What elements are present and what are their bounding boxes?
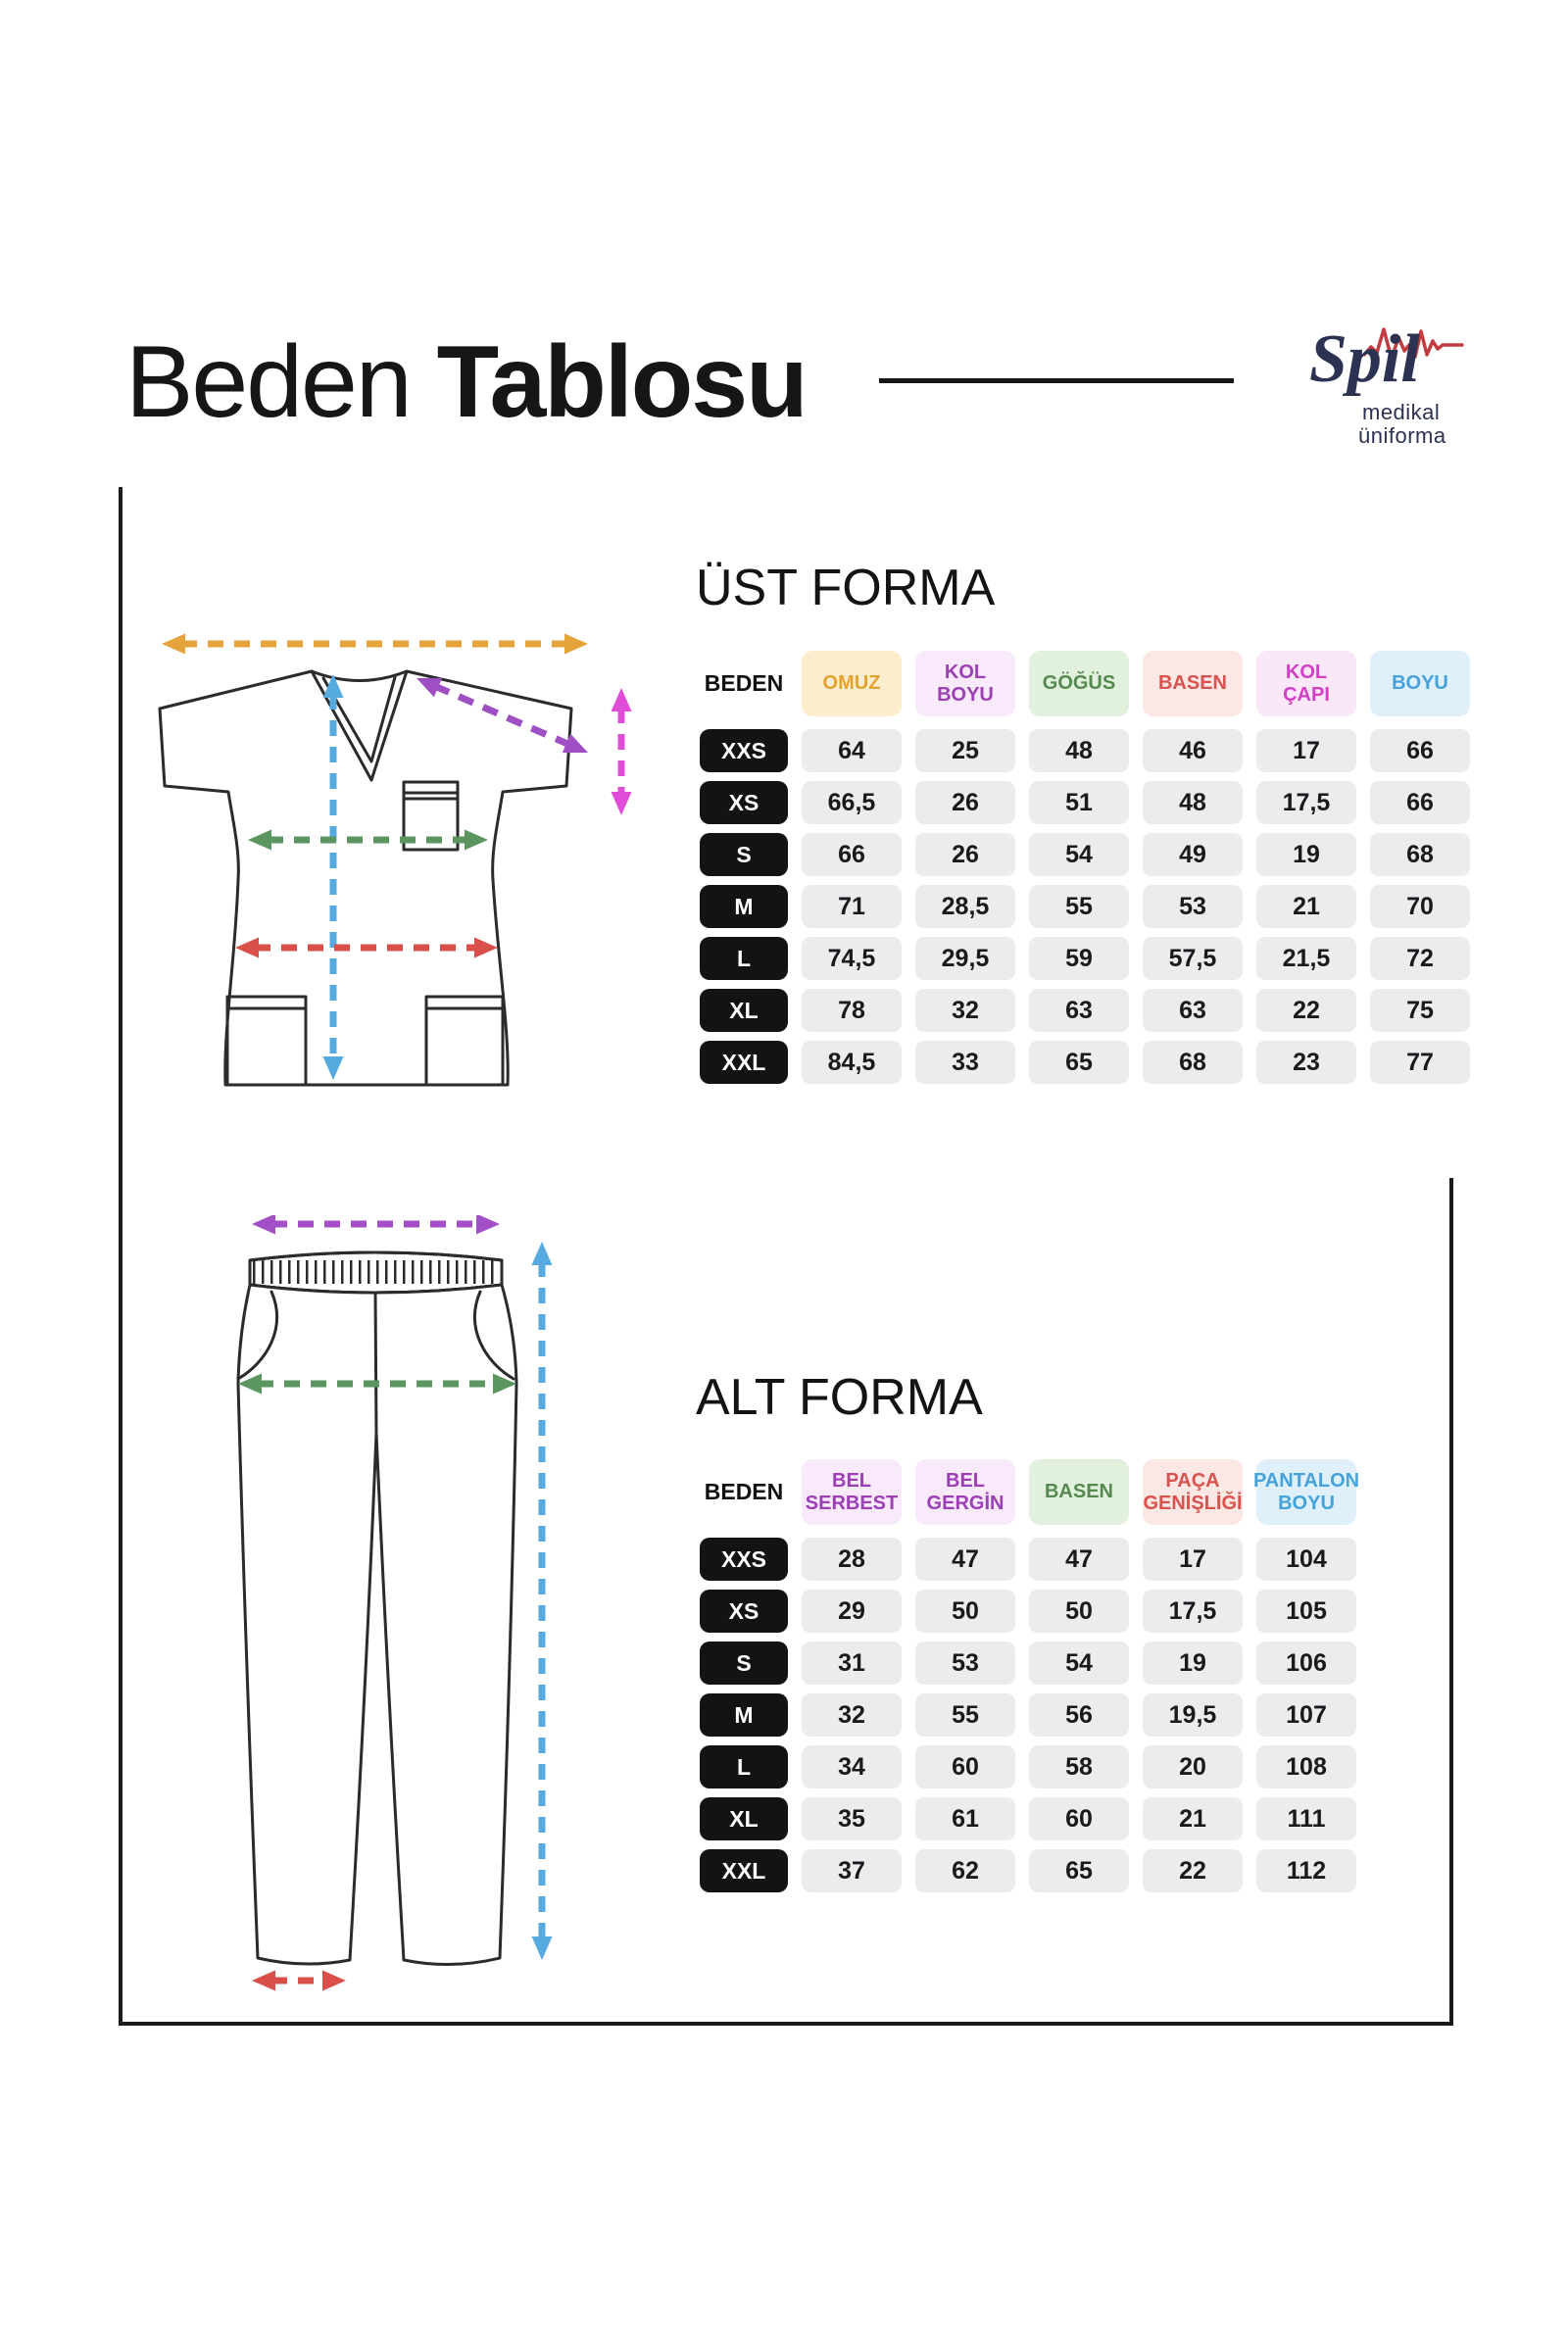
alt-value-cell: 17,5 [1143, 1590, 1243, 1633]
ust-value-cell: 46 [1143, 729, 1243, 772]
ust-value-cell: 74,5 [802, 937, 902, 980]
ust-value-cell: 59 [1029, 937, 1129, 980]
ust-value-cell: 66 [1370, 781, 1470, 824]
ust-value-cell: 84,5 [802, 1041, 902, 1084]
ust-value-cell: 19 [1256, 833, 1356, 876]
brand-logo [1309, 319, 1476, 447]
ust-value-cell: 33 [915, 1041, 1015, 1084]
alt-value-cell: 54 [1029, 1642, 1129, 1685]
ust-value-cell: 66 [1370, 729, 1470, 772]
alt-value-cell: 35 [802, 1797, 902, 1840]
alt-header-row [700, 1459, 1360, 1525]
ust-size-pill: S [700, 833, 788, 876]
ust-column-header: GÖĞÜS [1029, 651, 1129, 716]
alt-column-header: PAÇA GENİŞLİĞİ [1143, 1459, 1243, 1525]
ust-value-cell: 29,5 [915, 937, 1015, 980]
alt-value-cell: 111 [1256, 1797, 1356, 1840]
ust-value-cell: 77 [1370, 1041, 1470, 1084]
alt-value-cell: 55 [915, 1693, 1015, 1737]
kol-capi-sleeve-width-arrow [612, 688, 632, 815]
ust-value-cell: 17 [1256, 729, 1356, 772]
ust-column-header: BASEN [1143, 651, 1243, 716]
ust-column-header: BOYU [1370, 651, 1470, 716]
ust-value-cell: 65 [1029, 1041, 1129, 1084]
ust-value-cell: 23 [1256, 1041, 1356, 1084]
ust-column-header: OMUZ [802, 651, 902, 716]
ust-size-pill: XL [700, 989, 788, 1032]
alt-value-cell: 65 [1029, 1849, 1129, 1892]
alt-value-cell: 19,5 [1143, 1693, 1243, 1737]
frame-left-line [119, 487, 122, 2026]
alt-size-pill: M [700, 1693, 788, 1737]
frame-right-line [1449, 1178, 1453, 2026]
alt-value-cell: 22 [1143, 1849, 1243, 1892]
ust-value-cell: 28,5 [915, 885, 1015, 928]
ust-size-pill: XXL [700, 1041, 788, 1084]
pants-outline [238, 1252, 516, 1965]
alt-value-cell: 62 [915, 1849, 1015, 1892]
ust-header-row [700, 651, 1470, 716]
ust-value-cell: 68 [1370, 833, 1470, 876]
ust-value-cell: 17,5 [1256, 781, 1356, 824]
page-title-bold: Tablosu [436, 325, 807, 439]
alt-value-cell: 53 [915, 1642, 1015, 1685]
alt-body [700, 1538, 1356, 1892]
alt-value-cell: 56 [1029, 1693, 1129, 1737]
ust-value-cell: 57,5 [1143, 937, 1243, 980]
alt-value-cell: 31 [802, 1642, 902, 1685]
alt-forma-size-table [700, 1459, 1360, 1892]
ust-forma-size-table [700, 651, 1470, 1084]
title-divider-line [879, 378, 1234, 383]
ust-column-header: KOL ÇAPI [1256, 651, 1356, 716]
page-title [125, 325, 807, 439]
alt-size-pill: XXL [700, 1849, 788, 1892]
brand-subtitle-uniforma: üniforma [1358, 423, 1446, 448]
ust-body [700, 729, 1470, 1084]
alt-value-cell: 17 [1143, 1538, 1243, 1581]
alt-value-cell: 105 [1256, 1590, 1356, 1633]
ust-value-cell: 51 [1029, 781, 1129, 824]
alt-value-cell: 21 [1143, 1797, 1243, 1840]
ust-size-pill: XS [700, 781, 788, 824]
alt-value-cell: 60 [1029, 1797, 1129, 1840]
alt-size-pill: S [700, 1642, 788, 1685]
alt-value-cell: 47 [915, 1538, 1015, 1581]
ust-value-cell: 55 [1029, 885, 1129, 928]
pants-diagram [196, 1215, 578, 2019]
alt-value-cell: 58 [1029, 1745, 1129, 1788]
ust-value-cell: 64 [802, 729, 902, 772]
scrub-top-diagram [147, 615, 657, 1110]
alt-value-cell: 19 [1143, 1642, 1243, 1685]
alt-size-pill: L [700, 1745, 788, 1788]
ust-value-cell: 48 [1143, 781, 1243, 824]
alt-value-cell: 107 [1256, 1693, 1356, 1737]
ust-value-cell: 54 [1029, 833, 1129, 876]
alt-value-cell: 50 [1029, 1590, 1129, 1633]
ust-size-pill: XXS [700, 729, 788, 772]
bel-waist-arrow [252, 1215, 500, 1235]
alt-size-column-header: BEDEN [704, 1478, 784, 1504]
alt-value-cell: 20 [1143, 1745, 1243, 1788]
ust-value-cell: 72 [1370, 937, 1470, 980]
ust-value-cell: 78 [802, 989, 902, 1032]
ust-value-cell: 63 [1143, 989, 1243, 1032]
ust-value-cell: 63 [1029, 989, 1129, 1032]
alt-value-cell: 47 [1029, 1538, 1129, 1581]
ust-value-cell: 49 [1143, 833, 1243, 876]
alt-value-cell: 32 [802, 1693, 902, 1737]
frame-bottom-line [119, 2022, 1453, 2026]
ust-value-cell: 26 [915, 833, 1015, 876]
alt-value-cell: 61 [915, 1797, 1015, 1840]
ust-value-cell: 26 [915, 781, 1015, 824]
alt-size-pill: XS [700, 1590, 788, 1633]
ust-size-pill: L [700, 937, 788, 980]
ust-value-cell: 32 [915, 989, 1015, 1032]
alt-value-cell: 108 [1256, 1745, 1356, 1788]
alt-value-cell: 60 [915, 1745, 1015, 1788]
omuz-shoulder-arrow [162, 634, 588, 655]
ust-forma-title: ÜST FORMA [696, 560, 996, 616]
ust-column-header: KOL BOYU [915, 651, 1015, 716]
brand-subtitle-medikal: medikal [1362, 400, 1441, 424]
ust-size-column-header: BEDEN [704, 669, 784, 696]
ust-value-cell: 22 [1256, 989, 1356, 1032]
alt-column-header: BASEN [1029, 1459, 1129, 1525]
ust-value-cell: 75 [1370, 989, 1470, 1032]
brand-name: Spil [1309, 321, 1420, 397]
alt-column-header: BEL SERBEST [802, 1459, 902, 1525]
ust-value-cell: 25 [915, 729, 1015, 772]
alt-size-pill: XXS [700, 1538, 788, 1581]
page-title-regular: Beden [125, 325, 411, 439]
alt-value-cell: 104 [1256, 1538, 1356, 1581]
ust-value-cell: 48 [1029, 729, 1129, 772]
alt-column-header: PANTALON BOYU [1256, 1459, 1356, 1525]
alt-value-cell: 106 [1256, 1642, 1356, 1685]
ust-value-cell: 68 [1143, 1041, 1243, 1084]
alt-value-cell: 34 [802, 1745, 902, 1788]
ust-value-cell: 21 [1256, 885, 1356, 928]
paca-genisligi-hem-arrow [252, 1971, 346, 1991]
alt-value-cell: 28 [802, 1538, 902, 1581]
alt-value-cell: 112 [1256, 1849, 1356, 1892]
alt-value-cell: 29 [802, 1590, 902, 1633]
alt-value-cell: 50 [915, 1590, 1015, 1633]
ust-value-cell: 66,5 [802, 781, 902, 824]
ust-value-cell: 66 [802, 833, 902, 876]
ust-value-cell: 53 [1143, 885, 1243, 928]
ust-value-cell: 70 [1370, 885, 1470, 928]
ust-value-cell: 21,5 [1256, 937, 1356, 980]
alt-value-cell: 37 [802, 1849, 902, 1892]
pantalon-boyu-length-arrow [532, 1242, 553, 1960]
alt-column-header: BEL GERGİN [915, 1459, 1015, 1525]
ust-value-cell: 71 [802, 885, 902, 928]
alt-forma-title: ALT FORMA [696, 1369, 983, 1426]
ust-size-pill: M [700, 885, 788, 928]
scrub-top-outline [160, 671, 571, 1085]
alt-size-pill: XL [700, 1797, 788, 1840]
